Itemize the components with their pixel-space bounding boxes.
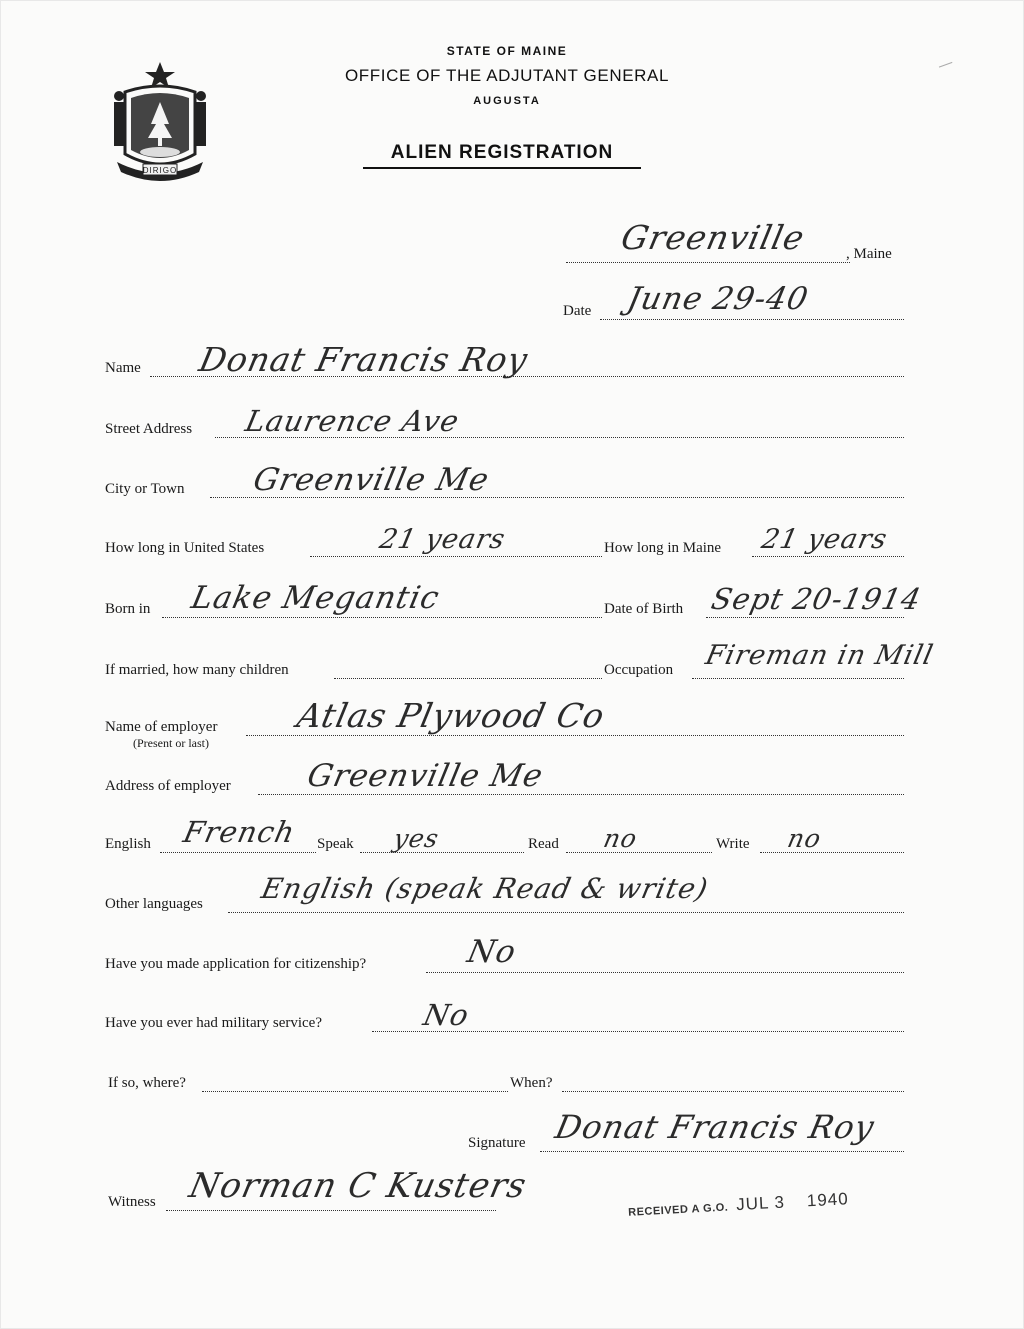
employer-label: Name of employer [105, 719, 218, 735]
speak-dotted-line [360, 852, 524, 853]
occupation-value[interactable]: Fireman in Mill [702, 640, 937, 671]
employer-sublabel: (Present or last) [133, 736, 209, 750]
witness-value[interactable]: Norman C Kusters [185, 1166, 531, 1206]
employer-value[interactable]: Atlas Plywood Co [293, 696, 609, 735]
street-address-value[interactable]: Laurence Ave [242, 404, 463, 438]
place-dotted-line [566, 262, 850, 263]
signature-value[interactable]: Donat Francis Roy [551, 1108, 879, 1146]
where-dotted-line [202, 1091, 508, 1092]
form-title: ALIEN REGISTRATION [390, 142, 614, 163]
stamp-year: 1940 [806, 1189, 850, 1211]
born-in-dotted-line [162, 617, 602, 618]
signature-dotted-line [540, 1151, 904, 1152]
employer-address-dotted-line [258, 794, 904, 795]
children-label: If married, how many children [105, 662, 289, 678]
english-value[interactable]: French [180, 815, 299, 849]
stamp-received-text: RECEIVED A G.O. [627, 1201, 729, 1219]
city-heading: AUGUSTA [473, 95, 541, 107]
write-label: Write [716, 836, 750, 852]
date-of-birth-label: Date of Birth [604, 601, 684, 617]
speak-label: Speak [317, 836, 354, 852]
witness-label: Witness [108, 1194, 156, 1210]
received-stamp [628, 1189, 850, 1221]
employer-address-label: Address of employer [105, 778, 231, 794]
title-underline [363, 167, 641, 169]
where-label: If so, where? [108, 1075, 186, 1091]
maine-duration-label: How long in Maine [604, 540, 722, 556]
street-address-label: Street Address [105, 421, 193, 437]
city-value[interactable]: Greenville Me [250, 462, 493, 498]
us-duration-value[interactable]: 21 years [376, 524, 509, 555]
write-dotted-line [760, 852, 904, 853]
other-languages-value[interactable]: English (speak Read & write) [258, 872, 712, 905]
signature-label: Signature [468, 1135, 526, 1151]
occupation-dotted-line [692, 678, 904, 679]
read-value[interactable]: no [600, 824, 641, 853]
children-dotted-line [334, 678, 602, 679]
city-label: City or Town [105, 481, 185, 497]
write-value[interactable]: no [784, 824, 825, 853]
read-dotted-line [566, 852, 712, 853]
place-suffix: , Maine [846, 246, 892, 262]
date-value[interactable]: June 29-40 [624, 281, 812, 317]
read-label: Read [528, 836, 559, 852]
citizenship-dotted-line [426, 972, 904, 973]
military-service-label: Have you ever had military service? [105, 1015, 322, 1031]
other-languages-label: Other languages [105, 896, 203, 912]
office-heading: OFFICE OF THE ADJUTANT GENERAL [344, 66, 670, 85]
occupation-label: Occupation [604, 662, 674, 678]
speak-value[interactable]: yes [390, 824, 442, 853]
born-in-value[interactable]: Lake Megantic [188, 580, 443, 616]
other-languages-dotted-line [228, 912, 904, 913]
when-dotted-line [562, 1091, 904, 1092]
date-label: Date [563, 303, 592, 319]
date-dotted-line [600, 319, 904, 320]
maine-duration-value[interactable]: 21 years [758, 524, 891, 555]
stamp-date: JUL 3 [735, 1192, 786, 1215]
employer-address-value[interactable]: Greenville Me [304, 758, 547, 794]
maine-duration-dotted-line [752, 556, 904, 557]
date-of-birth-value[interactable]: Sept 20-1914 [708, 582, 925, 616]
citizenship-value[interactable]: No [464, 934, 520, 970]
witness-dotted-line [166, 1210, 496, 1211]
us-duration-label: How long in United States [105, 540, 265, 556]
english-label: English [105, 836, 151, 852]
us-duration-dotted-line [310, 556, 602, 557]
employer-dotted-line [246, 735, 904, 736]
english-dotted-line [160, 852, 316, 853]
state-heading: STATE OF MAINE [446, 44, 568, 58]
when-label: When? [510, 1075, 553, 1091]
name-value[interactable]: Donat Francis Roy [195, 340, 532, 379]
born-in-label: Born in [105, 601, 151, 617]
military-service-value[interactable]: No [420, 998, 473, 1032]
name-label: Name [105, 360, 141, 376]
citizenship-label: Have you made application for citizenship? [105, 956, 367, 972]
date-of-birth-dotted-line [706, 617, 904, 618]
svg-text:DIRIGO: DIRIGO [142, 166, 178, 175]
place-value[interactable]: Greenville [617, 218, 809, 257]
